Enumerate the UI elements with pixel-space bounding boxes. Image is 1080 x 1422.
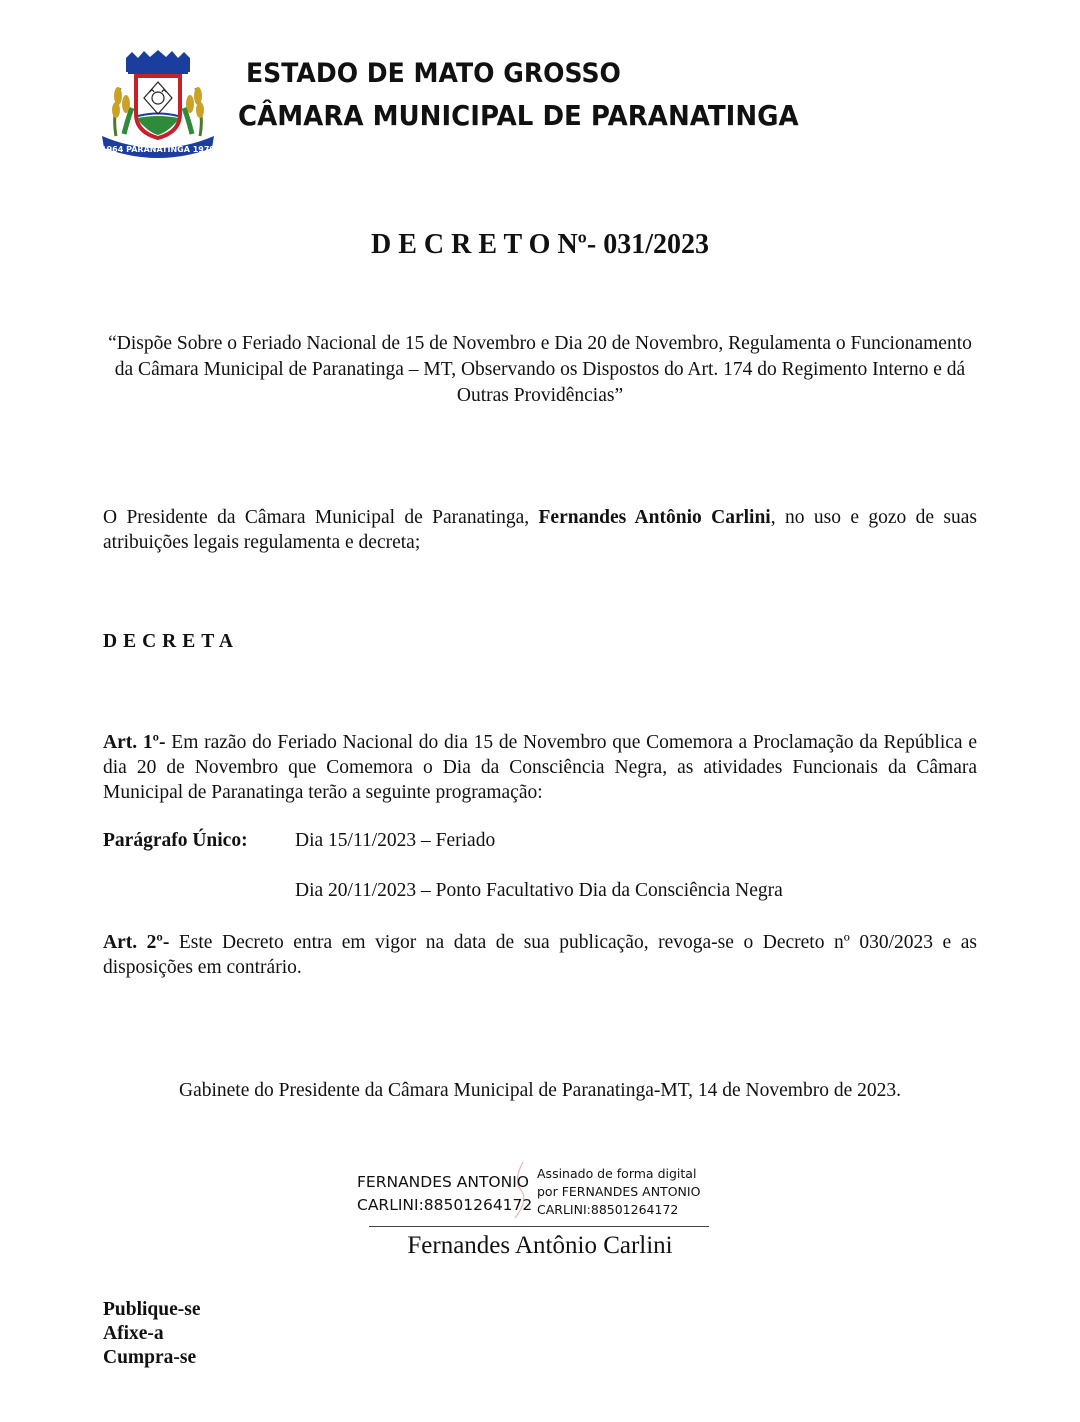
decree-summary: “Dispõe Sobre o Feriado Nacional de 15 de Novembro e Dia 20 de Novembro, Regulamenta o Funcionamento da Câmara Municipal de Paranatinga – MT, Observando os Dispostos do Art. 174 do Regimento Interno e dá Outras Providências”: [108, 333, 972, 406]
coat-of-arms-logo: [98, 48, 218, 158]
digital-signature-note: [537, 1165, 700, 1219]
header-chamber: CÂMARA MUNICIPAL DE PARANATINGA: [238, 99, 799, 132]
article-2-text: Este Decreto entra em vigor na data de sua publicação, revoga-se o Decreto nº 030/2023 e as disposições em contrário.: [103, 932, 977, 978]
intro-paragraph: [103, 505, 977, 555]
digital-signer-id: [357, 1171, 532, 1217]
article-1-text: Em razão do Feriado Nacional do dia 15 de Novembro que Comemora a Proclamação da República e dia 20 de Novembro que Comemora o Dia da Consciência Negra, as atividades Funcionais da Câmara Municipal de Paranatinga terão a seguinte programação:: [103, 732, 977, 803]
closing-comply: Cumpra-se: [103, 1347, 197, 1368]
paragrafo-unico-item: Dia 20/11/2023 – Ponto Facultativo Dia da Consciência Negra: [295, 880, 783, 901]
paragrafo-unico-item: Dia 15/11/2023 – Feriado: [295, 830, 496, 851]
closing-publish: Publique-se: [103, 1299, 201, 1320]
decreta-heading: DECRETA: [103, 631, 239, 652]
article-2: [103, 930, 977, 980]
digital-note-line-1: Assinado de forma digital: [537, 1166, 697, 1181]
header-state: ESTADO DE MATO GROSSO: [246, 58, 621, 89]
decree-title: D E C R E T O Nº- 031/2023: [370, 229, 710, 260]
intro-text-after: , no uso e gozo de suas atribuições legais regulamenta e decreta;: [103, 507, 978, 553]
signature-line: [369, 1226, 709, 1227]
article-1: [103, 730, 977, 805]
paragrafo-unico-label: Parágrafo Único:: [103, 830, 248, 851]
svg-text:1964 PARANATINGA 1979: 1964 PARANATINGA 1979: [101, 145, 215, 154]
closing-post: Afixe-a: [103, 1323, 164, 1344]
signer-line-2: CARLINI:88501264172: [357, 1196, 533, 1214]
closing-directives: [103, 1298, 201, 1370]
digital-note-line-3: CARLINI:88501264172: [537, 1202, 679, 1217]
article-1-label: Art. 1º-: [103, 732, 166, 753]
signer-printed-name: Fernandes Antônio Carlini: [407, 1232, 673, 1259]
signer-line-1: FERNANDES ANTONIO: [357, 1173, 529, 1191]
digital-note-line-2: por FERNANDES ANTONIO: [537, 1184, 701, 1199]
place-and-date: Gabinete do Presidente da Câmara Municipal de Paranatinga-MT, 14 de Novembro de 2023.: [178, 1080, 901, 1101]
president-name: Fernandes Antônio Carlini: [538, 507, 771, 528]
article-2-label: Art. 2º-: [103, 932, 170, 953]
intro-text-before: O Presidente da Câmara Municipal de Paranatinga,: [103, 507, 539, 528]
